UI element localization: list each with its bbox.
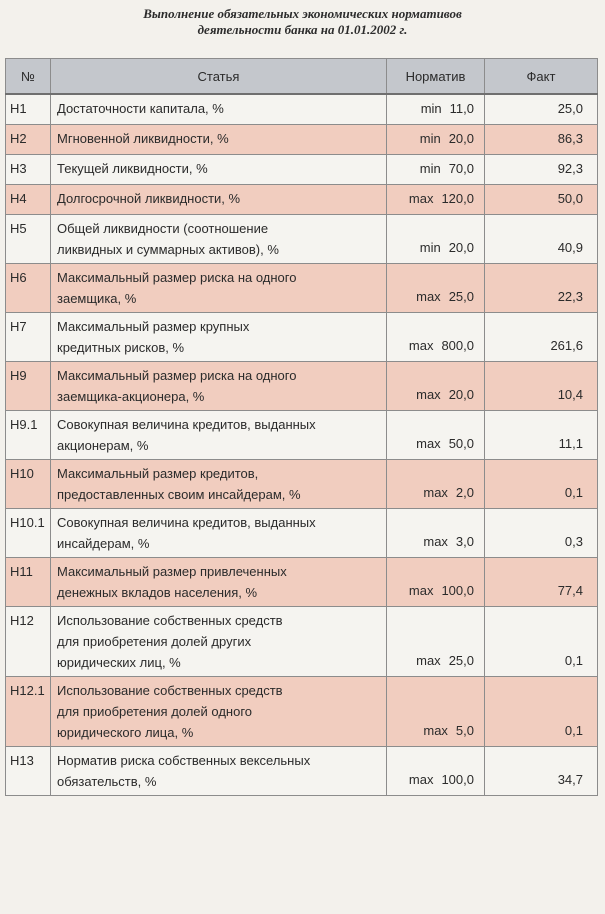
row-number: Н12.1 [6,677,51,747]
row-article [51,677,387,747]
row-article [51,558,387,607]
row-fact: 0,1 [485,677,598,747]
title-line-1: Выполнение обязательных экономических нормативов [143,6,462,21]
row-norm [387,558,485,607]
row-number: Н10.1 [6,509,51,558]
row-fact: 34,7 [485,747,598,796]
row-norm [387,94,485,125]
row-norm [387,509,485,558]
row-article [51,125,387,155]
row-norm [387,677,485,747]
article-line: акционерам, % [57,438,149,453]
row-fact: 22,3 [485,264,598,313]
row-norm [387,125,485,155]
article-line: Совокупная величина кредитов, выданных [57,417,316,432]
norm-type: min [419,240,441,255]
norm-type: max [423,723,448,738]
row-article [51,607,387,677]
article-line: Использование собственных средств [57,613,283,628]
row-number: Н13 [6,747,51,796]
article-line: Максимальный размер кредитов, [57,466,259,481]
row-number: Н4 [6,185,51,215]
row-number: Н9 [6,362,51,411]
article-line: ликвидных и суммарных активов), % [57,242,279,257]
norm-value: 20,0 [448,240,474,255]
article-line: юридических лиц, % [57,655,181,670]
table-row [6,558,598,607]
row-norm [387,411,485,460]
article-line: Использование собственных средств [57,683,283,698]
table-row [6,313,598,362]
article-line: юридического лица, % [57,725,194,740]
row-fact: 25,0 [485,94,598,125]
table-body [6,94,598,796]
norm-value: 50,0 [448,436,474,451]
article-line: Норматив риска собственных вексельных [57,753,311,768]
article-line: для приобретения долей одного [57,704,253,719]
row-fact: 50,0 [485,185,598,215]
norm-type: max [423,534,448,549]
norm-value: 5,0 [455,723,474,738]
norm-type: max [416,387,441,402]
table-row [6,264,598,313]
row-number: Н10 [6,460,51,509]
row-article [51,155,387,185]
row-number: Н7 [6,313,51,362]
row-number: Н9.1 [6,411,51,460]
row-norm [387,155,485,185]
row-norm [387,264,485,313]
row-number: Н5 [6,215,51,264]
row-norm [387,185,485,215]
norm-type: max [408,338,434,353]
article-line: Общей ликвидности (соотношение [57,221,269,236]
norm-value: 25,0 [448,289,474,304]
table-row [6,677,598,747]
norm-type: max [408,191,434,206]
norm-value: 100,0 [441,583,474,598]
row-fact: 11,1 [485,411,598,460]
row-article [51,94,387,125]
norm-type: max [423,485,448,500]
ratios-table [5,58,598,796]
article-line: Максимальный размер крупных [57,319,250,334]
article-line: заемщика-акционера, % [57,389,205,404]
norm-value: 70,0 [448,161,474,176]
row-number: Н6 [6,264,51,313]
norm-value: 11,0 [449,101,474,116]
table-row [6,460,598,509]
row-fact: 0,1 [485,607,598,677]
row-fact: 40,9 [485,215,598,264]
article-line: Максимальный размер привлеченных [57,564,287,579]
title-line-2: деятельности банка на 01.01.2002 г. [197,22,408,37]
document-title [0,6,605,38]
article-line: Мгновенной ликвидности, % [57,131,229,146]
norm-type: max [416,653,441,668]
table-row [6,509,598,558]
table-row [6,125,598,155]
article-line: обязательств, % [57,774,157,789]
row-number: Н2 [6,125,51,155]
norm-value: 2,0 [455,485,474,500]
row-norm [387,747,485,796]
row-norm [387,362,485,411]
row-number: Н1 [6,94,51,125]
norm-value: 100,0 [441,772,474,787]
row-fact: 92,3 [485,155,598,185]
norm-type: max [416,436,441,451]
article-line: заемщика, % [57,291,137,306]
norm-type: max [408,772,434,787]
table-row [6,747,598,796]
table-row [6,94,598,125]
table-header-row [6,59,598,95]
table-row [6,411,598,460]
article-line: для приобретения долей других [57,634,252,649]
row-norm [387,215,485,264]
row-fact: 0,3 [485,509,598,558]
row-fact: 86,3 [485,125,598,155]
article-line: Долгосрочной ликвидности, % [57,191,241,206]
row-article [51,264,387,313]
table-row [6,607,598,677]
row-number: Н12 [6,607,51,677]
norm-value: 3,0 [455,534,474,549]
article-line: Текущей ликвидности, % [57,161,208,176]
row-number: Н11 [6,558,51,607]
row-article [51,509,387,558]
row-article [51,747,387,796]
row-article [51,460,387,509]
norm-value: 20,0 [448,131,474,146]
norm-type: min [419,131,441,146]
norm-type: max [416,289,441,304]
row-article [51,185,387,215]
row-fact: 10,4 [485,362,598,411]
table-row [6,215,598,264]
header-article: Статья [51,59,387,95]
table-row [6,362,598,411]
table-row [6,185,598,215]
row-norm [387,460,485,509]
norm-type: max [408,583,434,598]
row-article [51,215,387,264]
article-line: Максимальный размер риска на одного [57,270,297,285]
article-line: предоставленных своим инсайдерам, % [57,487,301,502]
row-norm [387,313,485,362]
norm-value: 25,0 [448,653,474,668]
row-fact: 0,1 [485,460,598,509]
article-line: Достаточности капитала, % [57,101,224,116]
row-article [51,362,387,411]
row-fact: 77,4 [485,558,598,607]
norm-type: min [419,161,441,176]
article-line: кредитных рисков, % [57,340,185,355]
table-row [6,155,598,185]
row-norm [387,607,485,677]
article-line: Максимальный размер риска на одного [57,368,297,383]
article-line: денежных вкладов населения, % [57,585,258,600]
row-article [51,313,387,362]
norm-type: min [420,101,442,116]
row-fact: 261,6 [485,313,598,362]
header-number: № [6,59,51,95]
row-number: Н3 [6,155,51,185]
header-fact: Факт [485,59,598,95]
article-line: инсайдерам, % [57,536,150,551]
norm-value: 20,0 [448,387,474,402]
norm-value: 800,0 [441,338,474,353]
norm-value: 120,0 [441,191,474,206]
row-article [51,411,387,460]
article-line: Совокупная величина кредитов, выданных [57,515,316,530]
header-norm: Норматив [387,59,485,95]
